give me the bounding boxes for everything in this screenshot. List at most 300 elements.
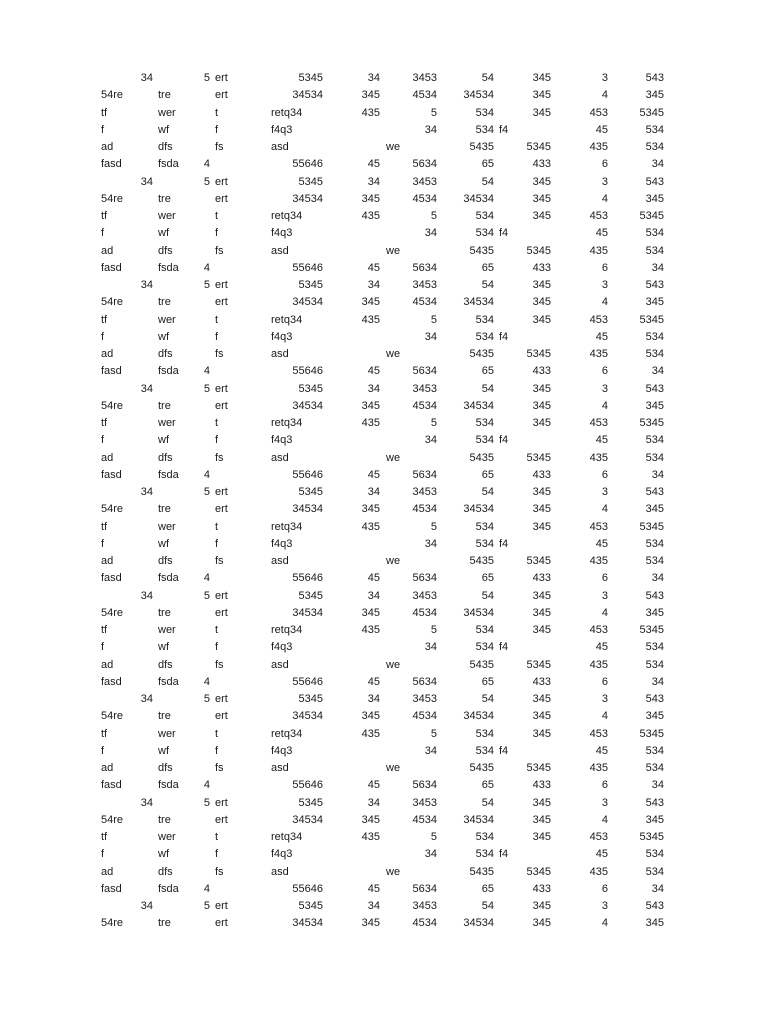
- table-cell: wf: [158, 227, 169, 240]
- table-cell: 4: [601, 192, 608, 205]
- table-row: [0, 519, 768, 536]
- table-row: [0, 553, 768, 570]
- table-cell: 345: [361, 399, 380, 412]
- table-cell: tf: [101, 624, 108, 636]
- table-cell: 4: [203, 675, 210, 688]
- table-cell: 34: [367, 175, 380, 188]
- table-cell: 435: [361, 520, 380, 533]
- table-cell: 65: [481, 261, 494, 274]
- table-cell: 55646: [292, 675, 323, 688]
- table-cell: 5: [430, 624, 437, 636]
- table-cell: 34534: [463, 296, 494, 309]
- table-cell: tf: [101, 106, 108, 119]
- table-cell: fasd: [101, 468, 122, 481]
- table-cell: 543: [645, 175, 664, 188]
- table-cell: f4q3: [271, 641, 293, 654]
- table-cell: 5345: [639, 831, 664, 843]
- table-cell: dfs: [158, 865, 173, 878]
- table-cell: 543: [645, 796, 664, 809]
- table-cell: 453: [589, 313, 608, 326]
- table-cell: we: [386, 555, 401, 567]
- table-row: [0, 260, 768, 277]
- table-row: [0, 691, 768, 708]
- table-cell: 4534: [412, 89, 437, 102]
- table-cell: wf: [158, 434, 169, 447]
- table-cell: 5: [203, 486, 210, 498]
- table-cell: 534: [645, 762, 664, 774]
- table-cell: 435: [361, 624, 380, 636]
- table-cell: 345: [532, 917, 551, 930]
- table-cell: 534: [645, 141, 664, 153]
- table-cell: 5634: [412, 158, 437, 171]
- table-cell: t: [215, 727, 219, 740]
- table-cell: 34: [367, 486, 380, 498]
- spreadsheet-print: [0, 70, 768, 933]
- table-cell: wer: [158, 417, 176, 429]
- table-cell: ad: [101, 451, 114, 464]
- table-cell: 55646: [292, 365, 323, 378]
- table-cell: 5345: [298, 900, 323, 912]
- table-cell: 45: [595, 641, 608, 654]
- table-cell: 435: [361, 210, 380, 222]
- table-row: [0, 208, 768, 225]
- table-cell: 345: [532, 417, 551, 429]
- table-row: [0, 605, 768, 622]
- table-cell: 45: [595, 537, 608, 550]
- table-cell: 5: [203, 382, 210, 395]
- table-cell: 4: [203, 572, 210, 585]
- table-cell: 5: [203, 900, 210, 912]
- table-cell: 5345: [639, 313, 664, 326]
- table-cell: ert: [215, 192, 228, 205]
- table-cell: ert: [215, 917, 228, 930]
- table-cell: f: [101, 227, 105, 240]
- table-cell: asd: [271, 555, 289, 567]
- table-cell: wf: [158, 848, 169, 861]
- table-row: [0, 812, 768, 829]
- table-cell: 55646: [292, 468, 323, 481]
- table-cell: t: [215, 313, 219, 326]
- table-cell: 54: [481, 72, 494, 84]
- table-cell: asd: [271, 865, 289, 878]
- table-row: [0, 243, 768, 260]
- table-cell: 65: [481, 158, 494, 171]
- table-cell: ert: [215, 589, 228, 602]
- table-cell: 5345: [526, 348, 551, 360]
- table-row: [0, 864, 768, 881]
- table-cell: 534: [645, 641, 664, 654]
- table-row: [0, 881, 768, 898]
- table-row: [0, 156, 768, 173]
- table-cell: 54re: [101, 192, 124, 205]
- table-cell: f4q3: [271, 537, 293, 550]
- table-cell: tre: [158, 917, 171, 930]
- table-cell: 45: [367, 779, 380, 792]
- table-cell: 453: [589, 520, 608, 533]
- table-cell: 6: [601, 261, 608, 274]
- table-cell: 5345: [526, 451, 551, 464]
- table-cell: 345: [361, 813, 380, 826]
- table-cell: f: [101, 123, 105, 136]
- table-cell: 34: [140, 486, 153, 498]
- table-cell: f: [215, 227, 219, 240]
- table-row: [0, 174, 768, 191]
- table-cell: 4: [203, 779, 210, 792]
- table-cell: 345: [645, 813, 664, 826]
- table-cell: dfs: [158, 348, 173, 360]
- table-cell: 6: [601, 468, 608, 481]
- table-cell: 345: [532, 520, 551, 533]
- table-cell: 345: [532, 210, 551, 222]
- table-cell: 5345: [298, 72, 323, 84]
- table-row: [0, 381, 768, 398]
- table-cell: 6: [601, 882, 608, 895]
- table-cell: 6: [601, 158, 608, 171]
- table-cell: 6: [601, 365, 608, 378]
- table-cell: 5: [203, 796, 210, 809]
- table-cell: 34534: [292, 192, 323, 205]
- table-cell: 453: [589, 727, 608, 740]
- table-row: [0, 398, 768, 415]
- table-cell: asd: [271, 762, 289, 774]
- table-cell: 453: [589, 624, 608, 636]
- table-cell: 3: [601, 900, 608, 912]
- table-cell: wer: [158, 210, 176, 222]
- table-cell: ad: [101, 244, 114, 257]
- table-cell: 5: [203, 279, 210, 291]
- table-cell: 45: [595, 227, 608, 240]
- table-row: [0, 346, 768, 363]
- table-cell: 5: [203, 175, 210, 188]
- table-row: [0, 415, 768, 432]
- table-cell: ad: [101, 555, 114, 567]
- table-cell: 34: [651, 779, 664, 792]
- table-cell: asd: [271, 451, 289, 464]
- table-cell: 435: [589, 244, 608, 257]
- table-cell: 54re: [101, 399, 124, 412]
- table-cell: 534: [475, 313, 494, 326]
- table-cell: tre: [158, 503, 171, 516]
- table-cell: 5345: [298, 486, 323, 498]
- table-cell: wer: [158, 727, 176, 740]
- table-cell: f: [215, 641, 219, 654]
- table-row: [0, 329, 768, 346]
- table-cell: 3453: [412, 175, 437, 188]
- table-row: [0, 467, 768, 484]
- table-cell: 34: [140, 382, 153, 395]
- table-row: [0, 795, 768, 812]
- table-cell: 34: [140, 693, 153, 705]
- table-cell: tre: [158, 89, 171, 102]
- table-cell: fsda: [158, 158, 179, 171]
- table-cell: 34: [140, 900, 153, 912]
- table-cell: 5345: [526, 555, 551, 567]
- table-row: [0, 829, 768, 846]
- table-cell: 345: [532, 106, 551, 119]
- table-row: [0, 225, 768, 242]
- table-cell: 345: [532, 89, 551, 102]
- table-row: [0, 363, 768, 380]
- table-cell: 5345: [526, 658, 551, 671]
- table-cell: wer: [158, 831, 176, 843]
- table-cell: f4: [499, 848, 509, 861]
- table-cell: f4q3: [271, 744, 293, 757]
- table-row: [0, 708, 768, 725]
- table-cell: fs: [215, 658, 224, 671]
- table-cell: asd: [271, 658, 289, 671]
- table-cell: 345: [532, 693, 551, 705]
- table-cell: 3453: [412, 589, 437, 602]
- table-cell: ad: [101, 141, 114, 153]
- table-cell: fasd: [101, 158, 122, 171]
- table-cell: 45: [367, 675, 380, 688]
- table-cell: 4: [203, 365, 210, 378]
- table-cell: 4: [601, 606, 608, 619]
- table-cell: 345: [532, 313, 551, 326]
- table-cell: ert: [215, 89, 228, 102]
- table-cell: 5634: [412, 779, 437, 792]
- table-cell: fasd: [101, 261, 122, 274]
- table-cell: 65: [481, 468, 494, 481]
- table-cell: f4: [499, 434, 509, 447]
- table-cell: 435: [589, 555, 608, 567]
- table-cell: 5634: [412, 675, 437, 688]
- table-cell: f: [215, 434, 219, 447]
- table-cell: wf: [158, 641, 169, 654]
- table-cell: 4: [601, 813, 608, 826]
- table-cell: 5345: [298, 175, 323, 188]
- table-cell: we: [386, 244, 401, 257]
- table-cell: 453: [589, 831, 608, 843]
- table-cell: 345: [645, 606, 664, 619]
- table-cell: dfs: [158, 141, 173, 153]
- table-cell: 435: [589, 865, 608, 878]
- table-cell: f4q3: [271, 434, 293, 447]
- table-cell: 435: [361, 727, 380, 740]
- table-cell: ert: [215, 72, 228, 84]
- table-cell: 345: [645, 710, 664, 723]
- table-cell: 534: [645, 744, 664, 757]
- table-cell: 4534: [412, 192, 437, 205]
- table-cell: tre: [158, 710, 171, 723]
- table-cell: dfs: [158, 658, 173, 671]
- table-cell: t: [215, 520, 219, 533]
- table-cell: 3: [601, 175, 608, 188]
- table-row: [0, 588, 768, 605]
- table-cell: fsda: [158, 675, 179, 688]
- table-row: [0, 450, 768, 467]
- table-cell: 345: [361, 917, 380, 930]
- table-cell: dfs: [158, 762, 173, 774]
- table-cell: 5: [203, 589, 210, 602]
- table-cell: 543: [645, 693, 664, 705]
- table-cell: 534: [475, 330, 494, 343]
- table-cell: 4534: [412, 606, 437, 619]
- table-cell: 345: [532, 296, 551, 309]
- table-cell: ad: [101, 762, 114, 774]
- table-cell: 34: [424, 227, 437, 240]
- table-cell: 4: [601, 296, 608, 309]
- table-cell: 5: [430, 727, 437, 740]
- table-cell: f4: [499, 227, 509, 240]
- table-cell: 534: [645, 123, 664, 136]
- table-cell: asd: [271, 348, 289, 360]
- table-cell: 345: [532, 192, 551, 205]
- table-cell: 5345: [298, 693, 323, 705]
- table-cell: 5: [430, 831, 437, 843]
- table-cell: 34534: [292, 296, 323, 309]
- table-cell: 345: [532, 589, 551, 602]
- table-cell: 345: [532, 710, 551, 723]
- table-cell: 534: [475, 537, 494, 550]
- table-cell: 34: [651, 158, 664, 171]
- table-cell: retq34: [271, 520, 303, 533]
- table-cell: 34534: [463, 606, 494, 619]
- table-cell: 345: [361, 503, 380, 516]
- table-cell: 5435: [469, 658, 494, 671]
- table-cell: ert: [215, 796, 228, 809]
- table-cell: ert: [215, 606, 228, 619]
- table-cell: 54re: [101, 89, 124, 102]
- table-cell: 5345: [298, 382, 323, 395]
- table-cell: t: [215, 417, 219, 429]
- table-cell: 45: [595, 744, 608, 757]
- table-cell: f: [215, 330, 219, 343]
- table-cell: 54: [481, 175, 494, 188]
- table-cell: 5634: [412, 468, 437, 481]
- table-cell: 54: [481, 796, 494, 809]
- table-cell: f: [215, 537, 219, 550]
- table-cell: 543: [645, 900, 664, 912]
- table-cell: 45: [367, 365, 380, 378]
- table-cell: ad: [101, 865, 114, 878]
- table-cell: 433: [532, 572, 551, 585]
- table-cell: 45: [595, 434, 608, 447]
- table-cell: fs: [215, 348, 224, 360]
- table-cell: tf: [101, 210, 108, 222]
- table-cell: 5345: [298, 589, 323, 602]
- table-cell: 534: [475, 106, 494, 119]
- table-cell: fasd: [101, 572, 122, 585]
- table-cell: 54: [481, 693, 494, 705]
- table-row: [0, 760, 768, 777]
- table-cell: wf: [158, 537, 169, 550]
- table-cell: 433: [532, 158, 551, 171]
- table-cell: fasd: [101, 882, 122, 895]
- table-cell: ad: [101, 348, 114, 360]
- table-cell: 55646: [292, 779, 323, 792]
- table-cell: 534: [475, 210, 494, 222]
- table-cell: 345: [532, 72, 551, 84]
- table-cell: 5634: [412, 365, 437, 378]
- table-cell: 5634: [412, 882, 437, 895]
- table-cell: 34: [424, 744, 437, 757]
- table-cell: f: [101, 537, 105, 550]
- table-cell: 65: [481, 675, 494, 688]
- table-cell: fs: [215, 762, 224, 774]
- table-cell: 54re: [101, 710, 124, 723]
- table-cell: 4534: [412, 296, 437, 309]
- table-cell: 3: [601, 589, 608, 602]
- table-cell: 3453: [412, 486, 437, 498]
- table-cell: 54re: [101, 917, 124, 930]
- table-cell: 345: [361, 192, 380, 205]
- table-cell: 3453: [412, 900, 437, 912]
- table-cell: retq34: [271, 106, 303, 119]
- table-cell: 54: [481, 900, 494, 912]
- table-row: [0, 70, 768, 87]
- table-cell: 54re: [101, 296, 124, 309]
- table-cell: tf: [101, 727, 108, 740]
- table-cell: 345: [361, 710, 380, 723]
- table-cell: 345: [532, 813, 551, 826]
- table-cell: 55646: [292, 572, 323, 585]
- table-cell: t: [215, 210, 219, 222]
- table-row: [0, 674, 768, 691]
- table-cell: 34: [140, 796, 153, 809]
- table-cell: 3: [601, 693, 608, 705]
- table-cell: f4: [499, 330, 509, 343]
- table-cell: tre: [158, 606, 171, 619]
- table-cell: 34534: [292, 606, 323, 619]
- table-cell: 4: [203, 468, 210, 481]
- table-cell: 435: [361, 313, 380, 326]
- table-cell: f: [101, 848, 105, 861]
- table-cell: 3453: [412, 693, 437, 705]
- table-cell: ert: [215, 175, 228, 188]
- table-cell: 54re: [101, 813, 124, 826]
- table-row: [0, 105, 768, 122]
- table-cell: fsda: [158, 365, 179, 378]
- table-cell: tre: [158, 399, 171, 412]
- table-cell: 4: [203, 158, 210, 171]
- table-cell: asd: [271, 244, 289, 257]
- table-cell: 34: [424, 123, 437, 136]
- table-cell: 543: [645, 279, 664, 291]
- table-cell: 453: [589, 210, 608, 222]
- table-cell: 34: [651, 468, 664, 481]
- table-cell: 34534: [463, 192, 494, 205]
- table-cell: ert: [215, 900, 228, 912]
- table-cell: 34: [424, 330, 437, 343]
- table-cell: 5: [203, 693, 210, 705]
- table-cell: 435: [361, 831, 380, 843]
- table-cell: 534: [475, 744, 494, 757]
- table-cell: 3: [601, 382, 608, 395]
- table-cell: 34534: [463, 89, 494, 102]
- table-cell: retq34: [271, 624, 303, 636]
- table-cell: f: [101, 434, 105, 447]
- table-row: [0, 777, 768, 794]
- table-cell: wf: [158, 123, 169, 136]
- table-cell: 5345: [639, 106, 664, 119]
- table-cell: 4: [203, 261, 210, 274]
- table-cell: fs: [215, 865, 224, 878]
- table-cell: 34: [140, 589, 153, 602]
- table-cell: 45: [595, 848, 608, 861]
- table-cell: 534: [475, 123, 494, 136]
- table-cell: 534: [645, 658, 664, 671]
- table-cell: ert: [215, 279, 228, 291]
- table-cell: wer: [158, 313, 176, 326]
- table-row: [0, 191, 768, 208]
- table-cell: 435: [361, 417, 380, 429]
- table-cell: 4534: [412, 813, 437, 826]
- table-row: [0, 536, 768, 553]
- table-cell: tre: [158, 813, 171, 826]
- table-cell: 4: [601, 399, 608, 412]
- table-cell: 3453: [412, 382, 437, 395]
